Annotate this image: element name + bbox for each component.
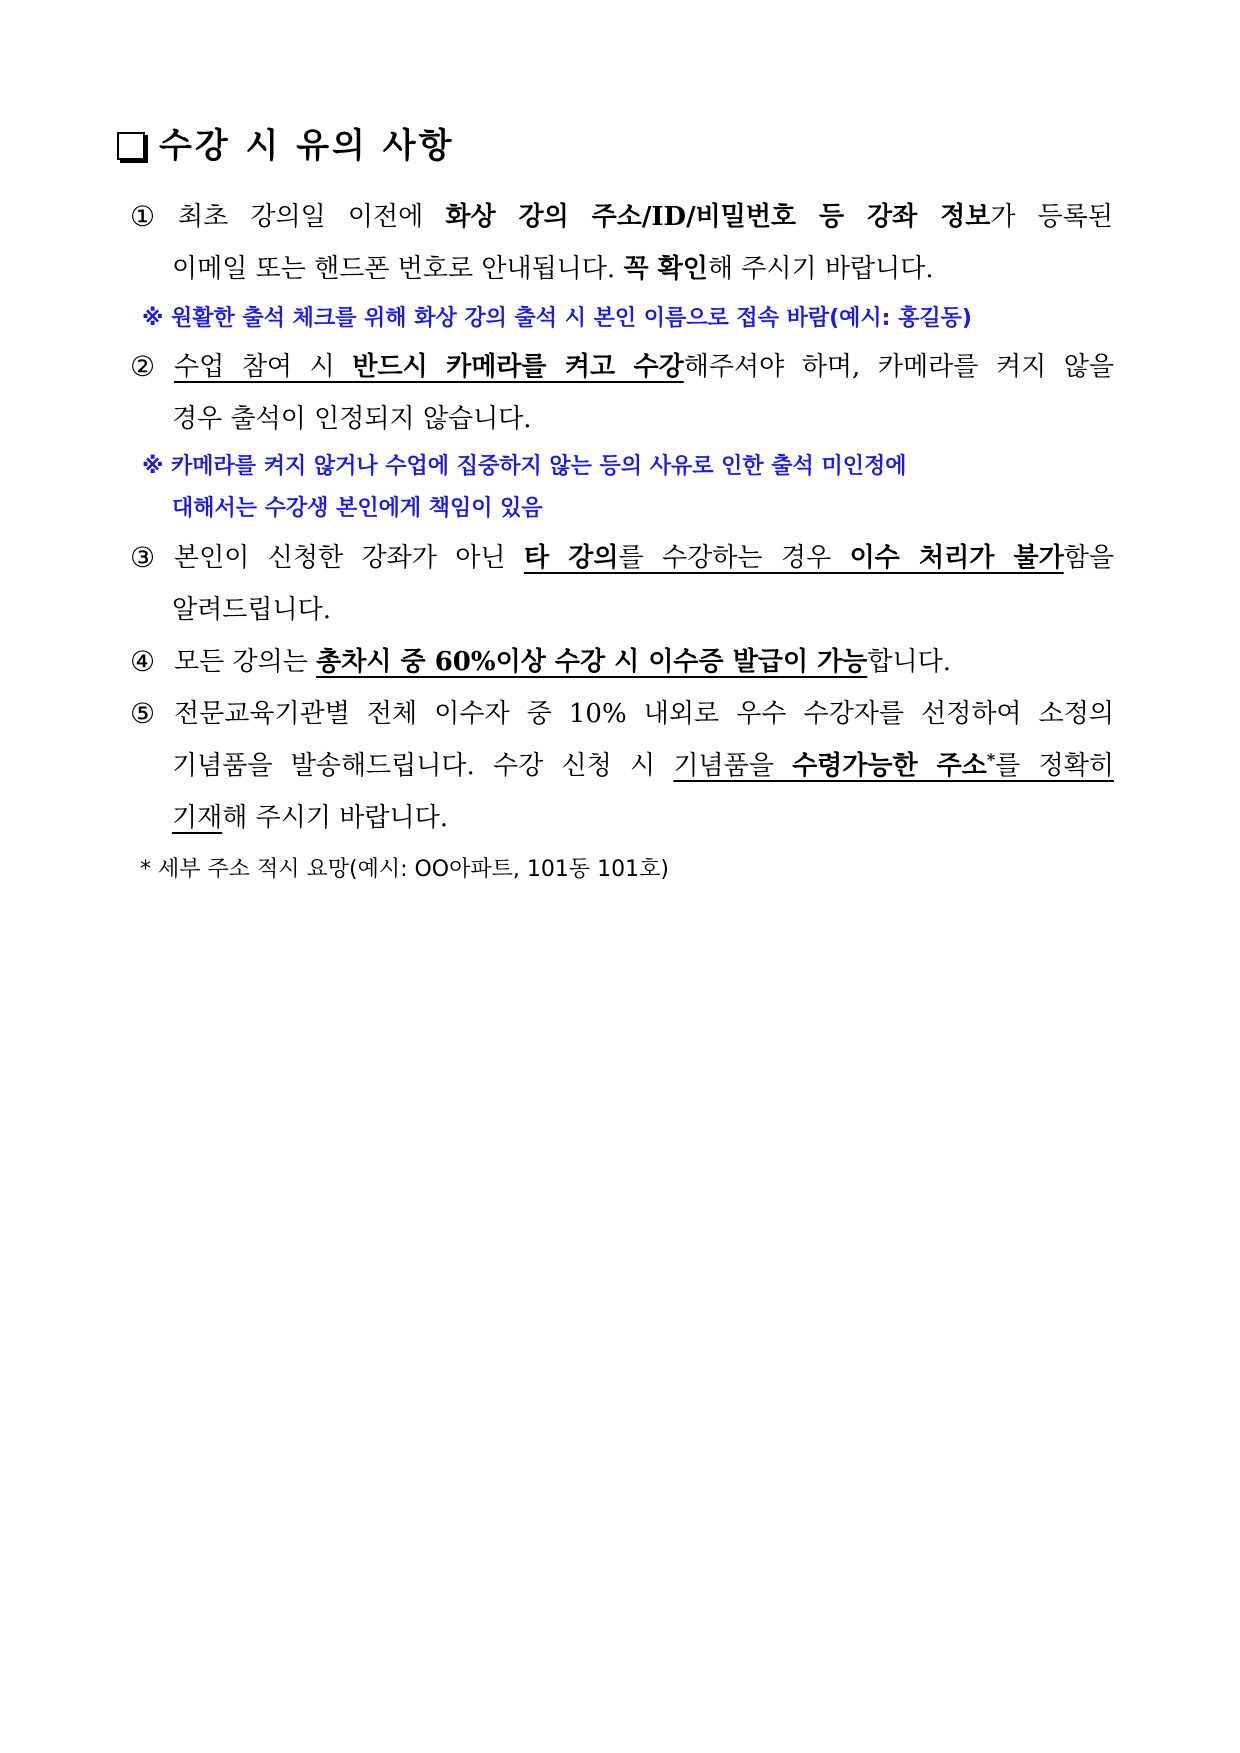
item-1-line-2 [172,252,934,286]
item-1-emphasis: 화상 강의 주소/ID/비밀번호 등 강좌 정보 [445,202,991,232]
item-3-line-1 [174,541,1114,575]
camera-note-line-1: ※ 카메라를 켜지 않거나 수업에 집중하지 않는 등의 사유로 인한 출석 미인정에 [142,454,907,479]
item-3-line-2: 알려드립니다. [172,595,331,625]
section-heading [117,118,454,167]
item-2-line-2: 경우 출석이 인정되지 않습니다. [172,404,532,434]
item-5-text: 기념품을 발송해드립니다. 수강 신청 시 [172,751,674,781]
item-4-text-end: 합니다. [867,647,951,677]
item-2-line-1 [174,350,1114,384]
camera-note-line-2: 대해서는 수강생 본인에게 책임이 있음 [172,496,543,521]
item-1-text-2: 이메일 또는 핸드폰 번호로 안내됩니다. [172,254,624,284]
item-3-emphasis: 타 강의 [523,543,619,573]
address-footnote: * 세부 주소 적시 요망(예시: OO아파트, 101동 101호) [140,857,669,882]
item-number-2: ② [130,350,156,383]
item-3-text: 본인이 신청한 강좌가 아닌 [174,543,524,573]
item-4-emphasis: 총차시 중 60%이상 수강 시 이수증 발급이 가능 [316,647,868,677]
item-1-text-end: 가 등록된 [990,202,1114,232]
item-5-underlined-2: 기재 [172,803,223,833]
item-number-3: ③ [130,541,156,574]
item-number-1: ① [130,200,156,233]
item-5-text-u: 기념품을 [673,751,793,781]
item-1-emphasis-2: 꼭 확인 [623,254,708,284]
item-2-emphasis: 반드시 카메라를 켜고 수강 [352,352,684,382]
item-5-emphasis: 수령가능한 주소 [792,751,987,781]
item-3-text-mid: 를 수강하는 경우 [618,543,850,573]
footnote-marker: * [986,750,996,769]
item-2-text: 수업 참여 시 [174,352,353,382]
item-2-underlined [174,352,684,382]
item-1-text: 최초 강의일 이전에 [178,202,446,232]
item-5-text-3: 해 주시기 바랍니다. [222,803,448,833]
attendance-note: ※ 원활한 출석 체크를 위해 화상 강의 출석 시 본인 이름으로 접속 바람(예시: 홍길동) [142,306,972,331]
item-number-5: ⑤ [130,697,156,730]
item-1-text-2-end: 해 주시기 바랍니다. [707,254,934,284]
item-5-line-3 [172,801,448,835]
checkbox-icon [117,132,145,160]
item-4-line-1 [174,645,951,679]
item-3-emphasis-2: 이수 처리가 불가 [849,543,1064,573]
item-5-line-2 [172,749,1114,783]
item-4-text: 모든 강의는 [174,647,317,677]
item-number-4: ④ [130,645,156,678]
item-2-text-end: 해주셔야 하며, 카메라를 켜지 않을 [683,352,1115,382]
item-5-text-end: 를 정확히 [995,751,1114,781]
item-5-line-1: 전문교육기관별 전체 이수자 중 10% 내외로 우수 수강자를 선정하여 소정의 [174,699,1114,729]
heading-text: 수강 시 유의 사항 [159,126,455,166]
item-1-line-1 [178,200,1113,234]
item-3-text-end: 함을 [1063,543,1115,573]
item-3-underlined [524,543,1064,573]
item-5-underlined [673,751,1114,781]
